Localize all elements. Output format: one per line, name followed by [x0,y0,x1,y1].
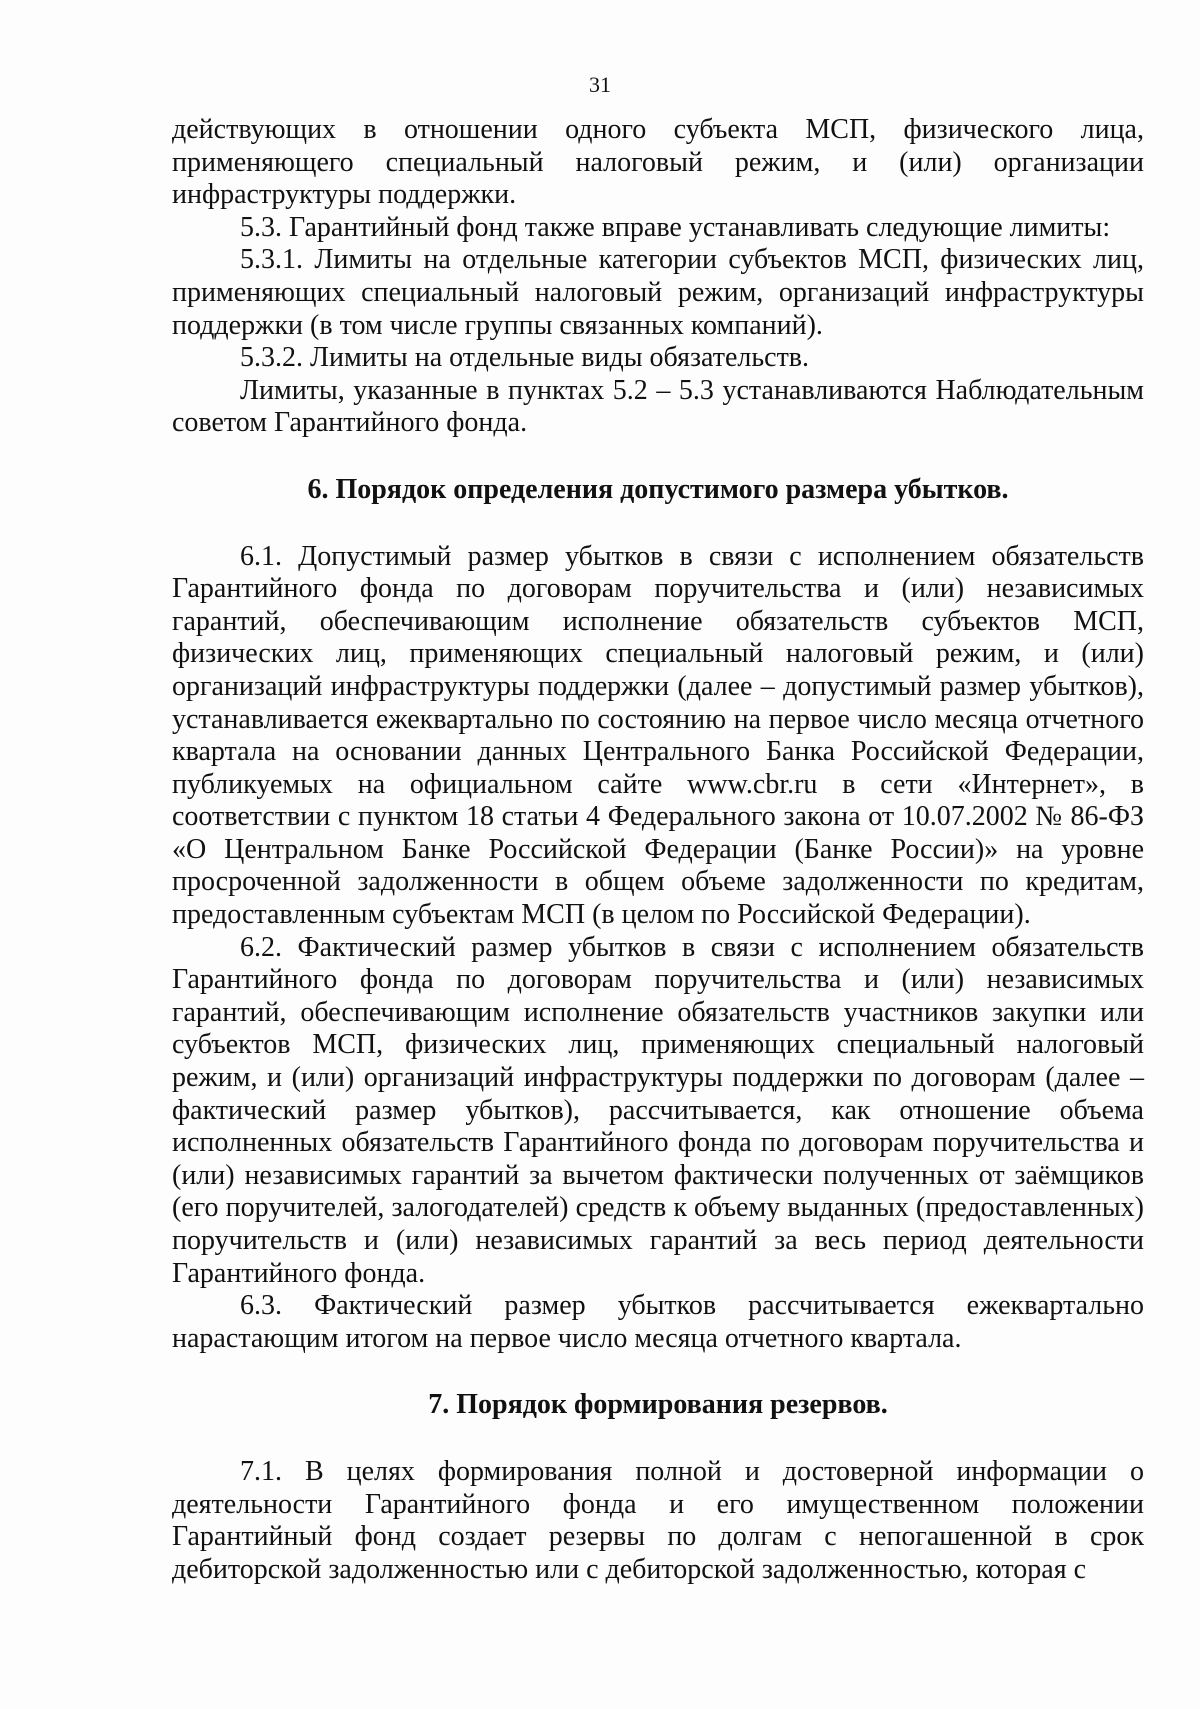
paragraph-6-3: 6.3. Фактический размер убытков рассчитывается ежеквартально нарастающим итогом на первое число месяца отчетного квартала. [172,1290,1144,1354]
paragraph-5-3-2: 5.3.2. Лимиты на отдельные виды обязательств. [240,342,810,374]
paragraph-7-1: 7.1. В целях формирования полной и достоверной информации о деятельности Гарантийного фонда и его имущественном положении Гарантийный фонд создает резервы по долгам с непогашенной в срок дебиторской задолженностью или с дебиторской задолженностью, которая с [172,1455,1144,1585]
section-7-heading: 7. Порядок формирования резервов. [428,1389,888,1421]
paragraph-continuation: действующих в отношении одного субъекта МСП, физического лица, применяющего специальный налоговый режим, и (или) организации инфраструктуры поддержки. [172,114,1144,211]
page-number: 31 [589,72,611,97]
section-6-heading: 6. Порядок определения допустимого размера убытков. [307,473,1009,505]
paragraph-6-1: 6.1. Допустимый размер убытков в связи с исполнением обязательств Гарантийного фонда по договорам поручительства и (или) независимых гарантий, обеспечивающим исполнение обязательств субъектов МСП, физических лиц, применяющих специальный налоговый режим, и (или) организаций инфраструктуры поддержки (далее – допустимый размер убытков), устанавливается ежеквартально по состоянию на первое число месяца отчетного квартала на основании данных Центрального Банка Российской Федерации, публикуемых на официальном сайте www.cbr.ru в сети «Интернет», в соответствии с пунктом 18 статьи 4 Федерального закона от 10.07.2002 № 86-ФЗ «О Центральном Банке Российской Федерации (Банке России)» на уровне просроченной задолженности в общем объеме задолженности по кредитам, предоставленным субъектам МСП (в целом по Российской Федерации). [172,540,1144,931]
paragraph-5-3: 5.3. Гарантийный фонд также вправе устанавливать следующие лимиты: [240,211,1111,243]
paragraph-6-2: 6.2. Фактический размер убытков в связи с исполнением обязательств Гарантийного фонда по договорам поручительства и (или) независимых гарантий, обеспечивающим исполнение обязательств участников закупки или субъектов МСП, физических лиц, применяющих специальный налоговый режим, и (или) организаций инфраструктуры поддержки по договорам (далее – фактический размер убытков), рассчитывается, как отношение объема исполненных обязательств Гарантийного фонда по договорам поручительства и (или) независимых гарантий за вычетом фактически полученных от заёмщиков (его поручителей, залогодателей) средств к объему выданных (предоставленных) поручительств и (или) независимых гарантий за весь период деятельности Гарантийного фонда. [172,931,1144,1289]
document-body [172,114,1144,1586]
paragraph-5-3-1: 5.3.1. Лимиты на отдельные категории субъектов МСП, физических лиц, применяющих специальный налоговый режим, организаций инфраструктуры поддержки (в том числе группы связанных компаний). [172,244,1144,341]
paragraph-limits-note: Лимиты, указанные в пунктах 5.2 – 5.3 устанавливаются Наблюдательным советом Гарантийного фонда. [172,374,1144,439]
